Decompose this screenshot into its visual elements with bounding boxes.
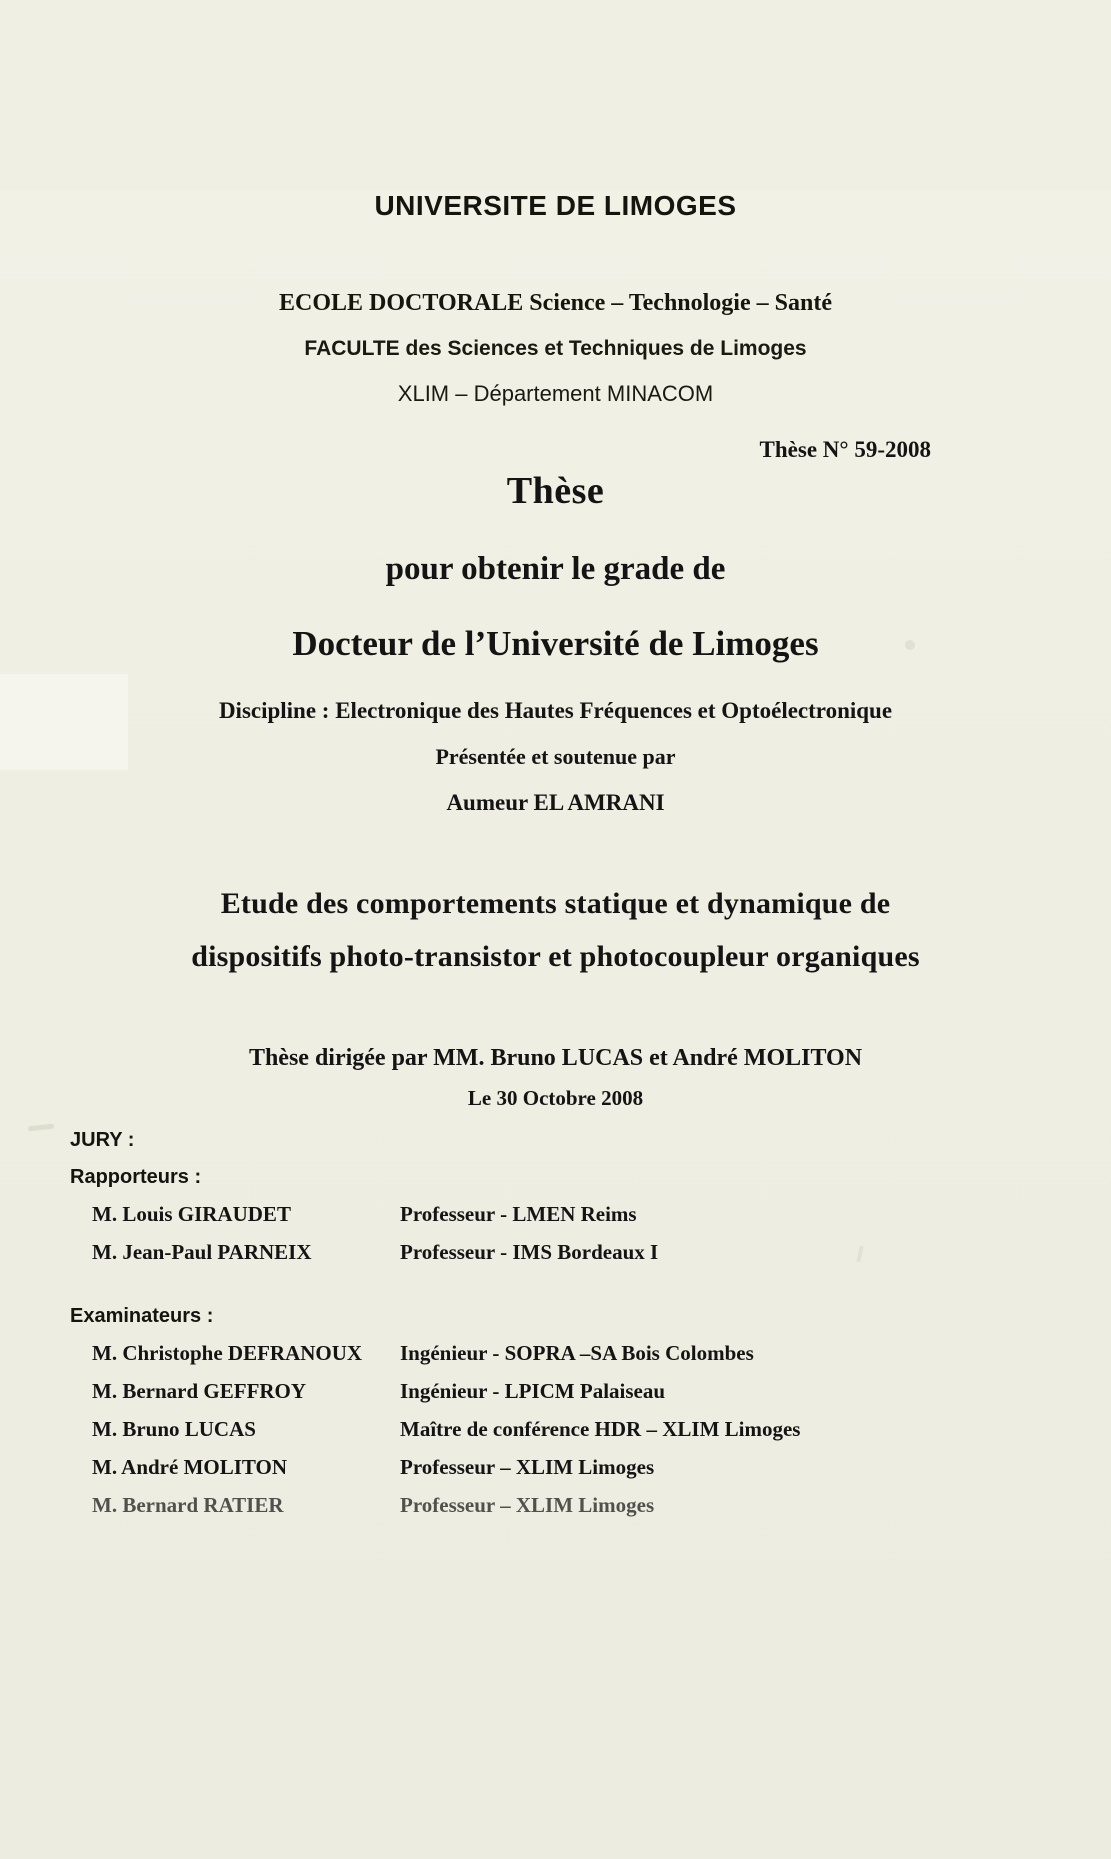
- jury-member-role: Ingénieur - SOPRA –SA Bois Colombes: [400, 1341, 754, 1365]
- jury-member-role: Professeur – XLIM Limoges: [400, 1493, 655, 1517]
- department-name: XLIM – Département MINACOM: [397, 381, 714, 406]
- jury-member-name: M. Jean-Paul PARNEIX: [92, 1240, 312, 1264]
- jury-row: [70, 1341, 1051, 1366]
- jury-member-role: Professeur - LMEN Reims: [400, 1202, 637, 1226]
- jury-row: [70, 1493, 1051, 1518]
- jury-row: [70, 1379, 1051, 1404]
- jury-member-name: M. André MOLITON: [92, 1455, 288, 1479]
- jury-row: [70, 1240, 1051, 1265]
- jury-row: [70, 1455, 1051, 1480]
- thesis-title: [60, 878, 1051, 983]
- thesis-word: Thèse: [506, 470, 605, 512]
- presented-by-label: Présentée et soutenue par: [435, 744, 676, 769]
- thesis-number: Thèse N° 59-2008: [759, 437, 931, 462]
- supervisors-line: Thèse dirigée par MM. Bruno LUCAS et André MOLITON: [248, 1045, 863, 1071]
- author-name: Aumeur EL AMRANI: [446, 790, 665, 815]
- examiners-section: [70, 1305, 1051, 1518]
- reporters-label: Rapporteurs :: [70, 1166, 202, 1188]
- doctoral-school: ECOLE DOCTORALE Science – Technologie – Santé: [279, 290, 832, 316]
- defense-date: Le 30 Octobre 2008: [467, 1086, 644, 1110]
- jury-section: [60, 1129, 1051, 1518]
- faculty-name: FACULTE des Sciences et Techniques de Limoges: [304, 337, 807, 360]
- thesis-title-line-1: Etude des comportements statique et dynamique de: [220, 887, 891, 920]
- jury-row: [70, 1417, 1051, 1442]
- university-name: UNIVERSITE DE LIMOGES: [374, 190, 737, 221]
- examiners-label: Examinateurs :: [70, 1305, 214, 1327]
- thesis-title-line-2: dispositifs photo-transistor et photocoupleur organiques: [191, 939, 920, 973]
- degree-purpose: pour obtenir le grade de: [385, 551, 726, 587]
- jury-member-name: M. Bruno LUCAS: [92, 1417, 256, 1441]
- jury-member-name: M. Louis GIRAUDET: [92, 1202, 291, 1226]
- degree-title: Docteur de l’Université de Limoges: [292, 624, 819, 663]
- jury-label: JURY :: [70, 1129, 135, 1151]
- jury-member-role: Professeur – XLIM Limoges: [400, 1455, 655, 1479]
- jury-member-name: M. Bernard RATIER: [92, 1493, 284, 1517]
- jury-row: [70, 1202, 1051, 1227]
- jury-member-role: Ingénieur - LPICM Palaiseau: [400, 1379, 666, 1403]
- jury-member-name: M. Christophe DEFRANOUX: [92, 1341, 363, 1365]
- document-page: [0, 190, 1111, 1859]
- document-content: [0, 190, 1111, 1518]
- jury-member-role: Professeur - IMS Bordeaux I: [400, 1240, 659, 1264]
- jury-member-role: Maître de conférence HDR – XLIM Limoges: [400, 1417, 801, 1441]
- jury-member-name: M. Bernard GEFFROY: [92, 1379, 307, 1403]
- discipline-line: Discipline : Electronique des Hautes Fréquences et Optoélectronique: [218, 698, 893, 723]
